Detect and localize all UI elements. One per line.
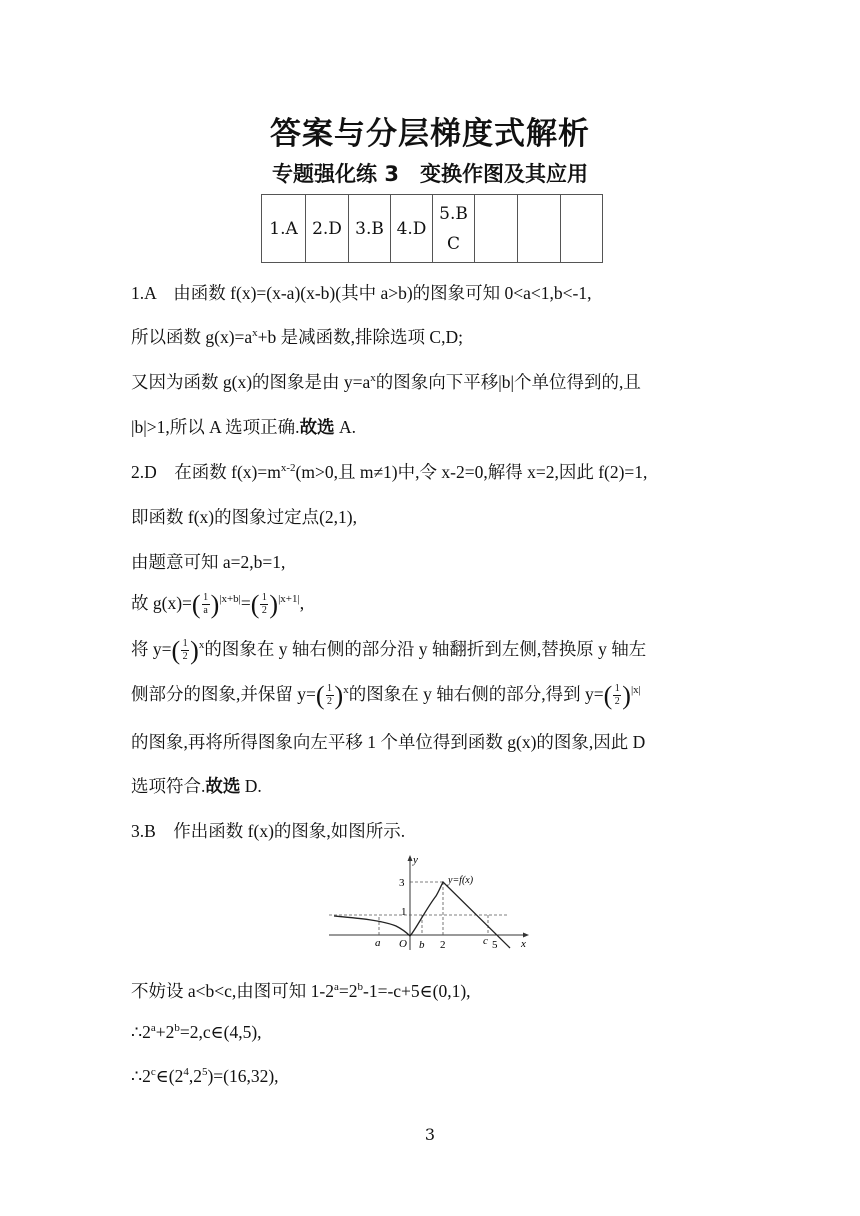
solution-2-line-8: 选项符合.故选 D.	[131, 776, 262, 796]
answer-5-line2: C	[446, 233, 460, 254]
tick-b-label: b	[419, 939, 425, 951]
solution-2-line-3: 由题意可知 a=2,b=1,	[131, 552, 286, 572]
y-axis-label: y	[413, 854, 418, 866]
solution-2-line-7: 的图象,再将所得图象向左平移 1 个单位得到函数 g(x)的图象,因此 D	[131, 732, 646, 752]
page-title: 答案与分层梯度式解析	[270, 116, 590, 152]
solution-1-line-1: 1.A 由函数 f(x)=(x-a)(x-b)(其中 a>b)的图象可知 0<a<1,b<-1,	[131, 283, 592, 303]
fraction-1-over-2: $\frac{1}{2}$	[261, 592, 267, 617]
solution-3-line-1: 3.B 作出函数 f(x)的图象,如图所示.	[131, 821, 406, 841]
solution-2-line-6: 侧部分的图象,并保留 y=( $\frac{1}{2}$ )$^x$的图象在 y 轴右侧的部分,得到 y=( $\frac{1}{2}$ )$^{|x|}$	[131, 680, 641, 710]
tick-5-label: 5	[492, 939, 498, 951]
answer-cell	[433, 195, 475, 263]
solution-3-line-3: $\therefore 2^a+2^b=2,c\in(4,5)$,	[131, 1022, 262, 1042]
curve-label: y=f(x)	[448, 875, 474, 886]
origin-label: O	[399, 938, 407, 950]
answer-cell: 3.B	[349, 195, 391, 263]
answer-cell: 1.A	[262, 195, 306, 263]
tick-1-label: 1	[401, 906, 407, 918]
x-axis-label: x	[521, 938, 526, 950]
solution-2-line-2: 即函数 f(x)的图象过定点(2,1),	[131, 507, 358, 527]
empty-cell	[561, 195, 603, 263]
answer-table	[261, 194, 603, 263]
tick-a-label: a	[375, 937, 381, 949]
solution-2-line-1: 2.D 在函数 $f(x)=m^{x-2}(m>0$,且 m≠1)中,令 x-2=0,解得 x=2,因此 f(2)=1,	[131, 462, 648, 482]
page-number: 3	[424, 1125, 436, 1144]
answer-cell: 4.D	[391, 195, 433, 263]
tick-3-label: 3	[399, 877, 405, 889]
answer-cell: 2.D	[306, 195, 349, 263]
empty-cell	[475, 195, 518, 263]
answer-5-line1: 5.B	[439, 203, 468, 224]
section-subtitle: 专题强化练 3 变换作图及其应用	[272, 162, 588, 186]
tick-2-label: 2	[440, 939, 446, 951]
y-axis-arrow	[408, 855, 413, 861]
tick-c-label: c	[483, 935, 488, 947]
solution-1-line-4: |b|>1,所以 A 选项正确.故选 A.	[131, 417, 356, 437]
solution-2-line-4: 故 g(x)=( $\frac{1}{a}$ )$^{|x+b|}$=( $\frac{1}{2}$ )$^{|x+1|}$,	[131, 589, 305, 619]
solution-2-line-5: 将 y=( $\frac{1}{2}$ )$^x$的图象在 y 轴右侧的部分沿 y 轴翻折到左侧,替换原 y 轴左	[131, 635, 647, 665]
x-axis-arrow	[523, 933, 529, 938]
solution-1-line-3: 又因为函数 g(x)的图象是由 $y=a^x$的图象向下平移|b|个单位得到的,且	[131, 372, 641, 392]
empty-cell	[518, 195, 561, 263]
fraction-1-over-a: $\frac{1}{a}$	[203, 592, 209, 617]
solution-1-line-2: 所以函数 $g(x)=a^x+b$ 是减函数,排除选项 C,D;	[131, 327, 463, 347]
solution-3-line-2: 不妨设 a<b<c,由图可知 $1-2^a=2^b-1=-c+5\in(0,1)$,	[131, 981, 471, 1001]
solution-3-line-4: $\therefore 2^c\in(2^4,2^5)=(16,32)$,	[131, 1066, 279, 1086]
function-graph	[326, 854, 536, 954]
